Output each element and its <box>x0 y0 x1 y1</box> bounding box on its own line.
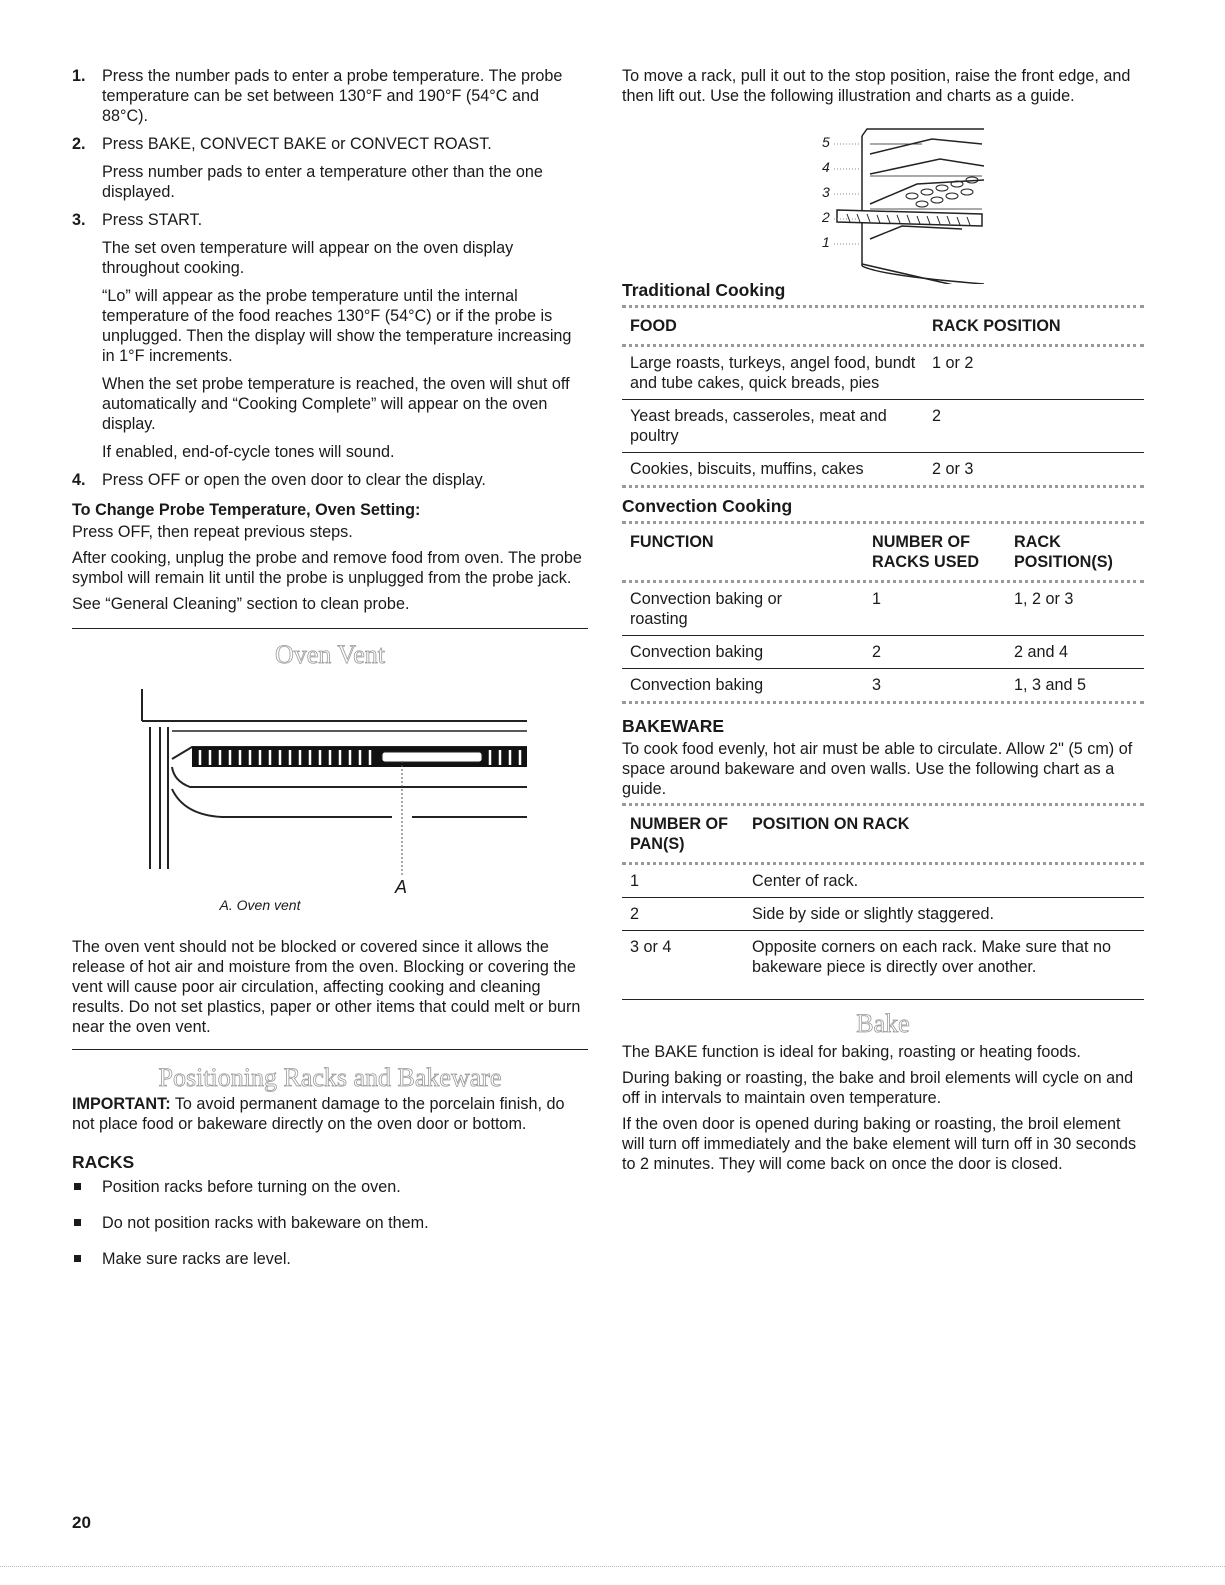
right-column <box>622 62 1144 1174</box>
bullet-text: Do not position racks with bakeware on them. <box>102 1214 429 1232</box>
step-text: “Lo” will appear as the probe temperature until the internal temperature of the food reaches 130°F (54°C) or if the probe is unplugged. Then the display will show the temperature increasing in 1°F increments. <box>102 287 572 365</box>
step-number: 1. <box>72 67 86 85</box>
bullet-square-icon <box>74 1219 81 1226</box>
cell-racks: 1 <box>872 590 882 608</box>
vent-callout-label: A <box>395 877 408 897</box>
page-number: 20 <box>72 1513 91 1532</box>
cell-food: Yeast breads, casseroles, meat and poultry <box>630 407 887 445</box>
step-text: Press the number pads to enter a probe temperature. The probe temperature can be set between 130°F and 190°F (54°C and 88°C). <box>102 67 563 125</box>
header-rack-positions: RACK POSITION(S) <box>1014 533 1113 571</box>
step-text: The set oven temperature will appear on the oven display throughout cooking. <box>102 239 514 277</box>
bakeware-heading: BAKEWARE <box>622 716 725 736</box>
bake-para: The BAKE function is ideal for baking, roasting or heating foods. <box>622 1043 1081 1061</box>
bullet-square-icon <box>74 1255 81 1262</box>
cell-rack-position: Opposite corners on each rack. Make sure that no bakeware piece is directly over another. <box>752 938 1112 976</box>
left-column <box>72 62 588 1285</box>
table-row <box>622 453 1144 485</box>
cell-position: 2 <box>932 407 942 425</box>
rack-bullet <box>72 1249 588 1269</box>
cell-pans: 1 <box>630 872 640 890</box>
bake-para: If the oven door is opened during baking or roasting, the broil element will turn off immediately and the bake element will turn off in 30 seconds to 2 minutes. They will come back on once the door is closed. <box>622 1115 1137 1173</box>
cell-rack-position: Side by side or slightly staggered. <box>752 905 995 923</box>
oven-vent-title: Oven Vent <box>274 640 385 669</box>
rack-number-3: 3 <box>822 184 830 200</box>
oven-vent-drawing <box>72 679 588 919</box>
important-note <box>72 1094 588 1134</box>
rack-number-2: 2 <box>822 209 830 225</box>
rack-number-1: 1 <box>822 234 830 250</box>
cell-racks: 2 <box>872 643 882 661</box>
table-row <box>622 669 1144 701</box>
cell-positions: 1, 3 and 5 <box>1014 676 1087 694</box>
table-rule <box>622 485 1144 488</box>
table-rule <box>622 701 1144 704</box>
cell-pans: 3 or 4 <box>630 938 672 956</box>
change-para: Press OFF, then repeat previous steps. <box>72 523 353 541</box>
table-row <box>622 636 1144 669</box>
step-text: If enabled, end-of-cycle tones will sound. <box>102 443 395 461</box>
rack-illustration <box>622 114 1144 284</box>
traditional-header <box>622 308 1144 344</box>
header-number-pans: NUMBER OF PAN(S) <box>630 815 729 853</box>
step-2 <box>72 134 588 202</box>
bullet-text: Position racks before turning on the oven. <box>102 1178 401 1196</box>
bullet-square-icon <box>74 1183 81 1190</box>
header-racks-used: NUMBER OF RACKS USED <box>872 533 980 571</box>
cell-rack-position: Center of rack. <box>752 872 859 890</box>
convection-cooking-title: Convection Cooking <box>622 496 793 516</box>
step-1 <box>72 66 588 126</box>
bake-title: Bake <box>856 1009 910 1038</box>
bakeware-header <box>622 806 1144 862</box>
cell-position: 1 or 2 <box>932 354 974 372</box>
bullet-text: Make sure racks are level. <box>102 1250 291 1268</box>
header-function: FUNCTION <box>630 533 714 551</box>
cell-food: Cookies, biscuits, muffins, cakes <box>630 460 864 478</box>
important-text: To avoid permanent damage to the porcelain finish, do not place food or bakeware directly on the oven door or bottom. <box>72 1095 565 1133</box>
cell-function: Convection baking <box>630 676 764 694</box>
step-number: 2. <box>72 135 86 153</box>
step-text: Press OFF or open the oven door to clear the display. <box>102 471 486 489</box>
rack-number-4: 4 <box>822 159 830 175</box>
racks-heading: RACKS <box>72 1152 135 1172</box>
cell-food: Large roasts, turkeys, angel food, bundt and tube cakes, quick breads, pies <box>630 354 916 392</box>
cell-positions: 1, 2 or 3 <box>1014 590 1074 608</box>
header-position-on-rack: POSITION ON RACK <box>752 815 910 833</box>
section-divider <box>72 1049 588 1050</box>
table-row <box>622 400 1144 453</box>
cell-racks: 3 <box>872 676 882 694</box>
rack-number-5: 5 <box>822 134 830 150</box>
rack-intro: To move a rack, pull it out to the stop position, raise the front edge, and then lift out. Use the following illustration and charts as a guide. <box>622 67 1131 105</box>
positioning-title: Positioning Racks and Bakeware <box>158 1063 502 1092</box>
oven-rack-drawing <box>622 114 1144 284</box>
cell-function: Convection baking <box>630 643 764 661</box>
step-text: Press BAKE, CONVECT BAKE or CONVECT ROAST. <box>102 135 492 153</box>
bake-para: During baking or roasting, the bake and broil elements will cycle on and off in intervals to maintain oven temperature. <box>622 1069 1134 1107</box>
cell-function: Convection baking or roasting <box>630 590 783 628</box>
section-divider <box>622 999 1144 1000</box>
rack-bullet <box>72 1213 588 1233</box>
change-probe-heading: To Change Probe Temperature, Oven Setting: <box>72 501 421 519</box>
convection-header <box>622 524 1144 580</box>
step-4 <box>72 470 588 490</box>
vent-paragraph: The oven vent should not be blocked or covered since it allows the release of hot air and moisture from the oven. Blocking or covering the vent will cause poor air circulation, affecting cooking and cleaning results. Do not set plastics, paper or other items that could melt or burn near the oven vent. <box>72 938 581 1036</box>
step-number: 3. <box>72 211 86 229</box>
step-text: Press number pads to enter a temperature other than the one displayed. <box>102 163 543 201</box>
header-food: FOOD <box>630 317 677 335</box>
step-3 <box>72 210 588 462</box>
bakeware-text: To cook food evenly, hot air must be able to circulate. Allow 2" (5 cm) of space around bakeware and oven walls. Use the following chart as a guide. <box>622 740 1133 798</box>
cell-position: 2 or 3 <box>932 460 974 478</box>
probe-steps <box>72 66 588 490</box>
rack-bullet <box>72 1177 588 1197</box>
traditional-cooking-title: Traditional Cooking <box>622 280 786 300</box>
table-row <box>622 347 1144 400</box>
table-row <box>622 931 1144 995</box>
important-label: IMPORTANT: <box>72 1095 171 1113</box>
step-text: When the set probe temperature is reached, the oven will shut off automatically and “Cooking Complete” will appear on the oven display. <box>102 375 570 433</box>
oven-vent-illustration <box>72 679 588 919</box>
vent-caption: A. Oven vent <box>219 897 301 913</box>
change-para: See “General Cleaning” section to clean probe. <box>72 595 410 613</box>
section-divider <box>72 628 588 629</box>
table-row <box>622 898 1144 931</box>
step-number: 4. <box>72 471 86 489</box>
table-row <box>622 865 1144 898</box>
cell-pans: 2 <box>630 905 640 923</box>
table-row <box>622 583 1144 636</box>
cell-positions: 2 and 4 <box>1014 643 1069 661</box>
change-para: After cooking, unplug the probe and remove food from oven. The probe symbol will remain lit until the probe is unplugged from the probe jack. <box>72 549 582 587</box>
step-text: Press START. <box>102 211 203 229</box>
header-rack-position: RACK POSITION <box>932 317 1061 335</box>
page-bottom-rule <box>0 1566 1225 1567</box>
